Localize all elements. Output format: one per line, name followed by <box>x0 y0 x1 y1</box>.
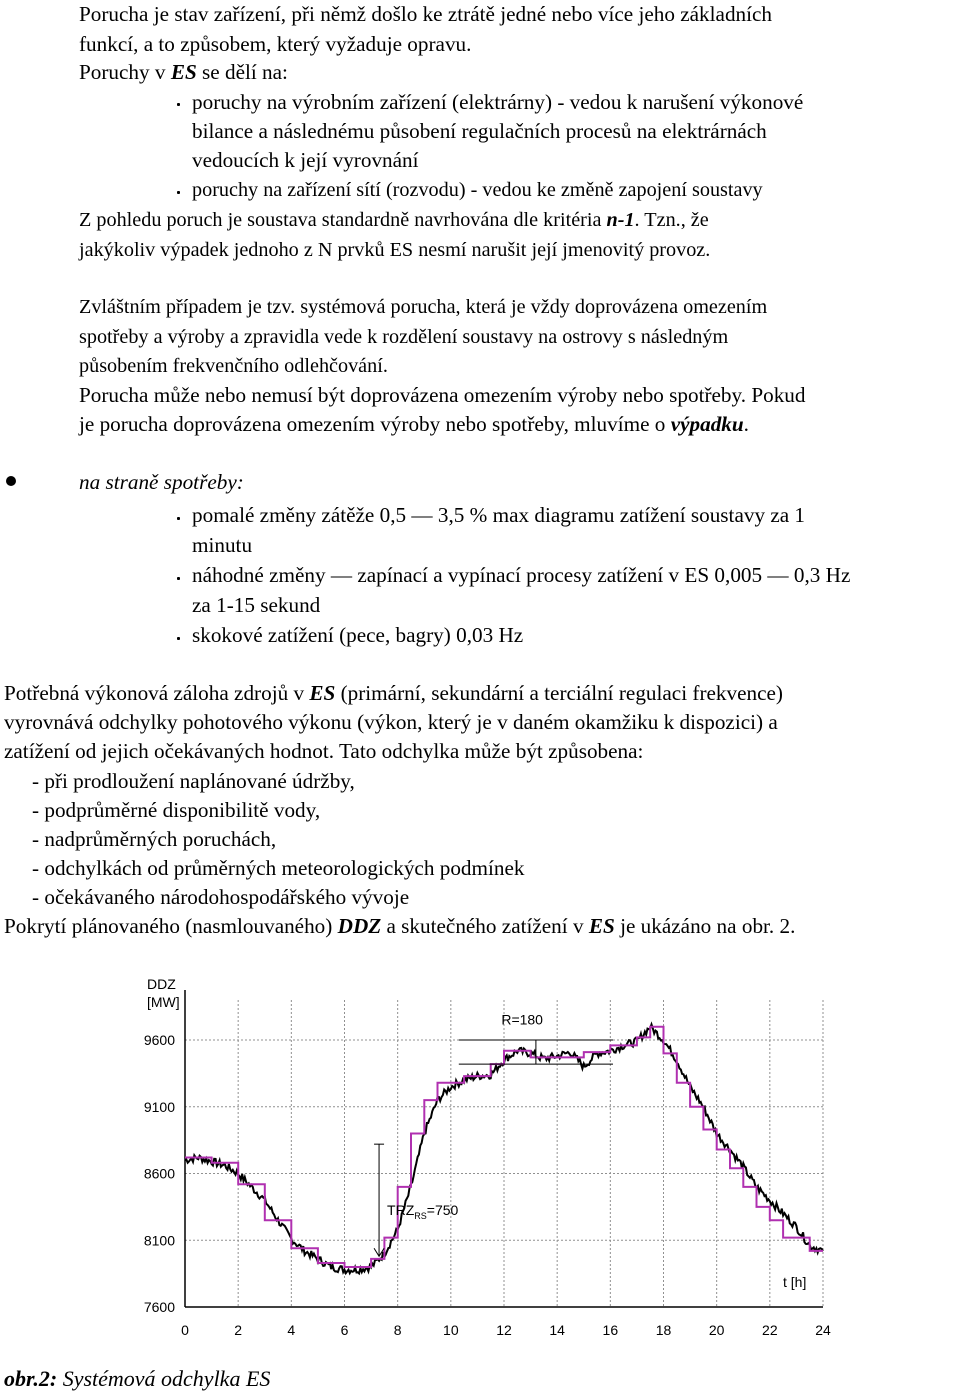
text-line: zatížení od jejich očekávaných hodnot. Tato odchylka může být způsobena: <box>4 739 644 763</box>
x-tick-label: 2 <box>234 1322 243 1338</box>
y-tick-label: 8100 <box>143 1232 175 1249</box>
text-line <box>4 683 783 704</box>
text-fragment: se dělí na: <box>196 60 288 84</box>
text-fragment: a skutečného zatížení v <box>381 914 589 938</box>
caption-text: Systémová odchylka ES <box>57 1366 271 1391</box>
abbr-es: ES <box>170 60 197 84</box>
text-line: spotřeby a výroby a zpravidla vede k rozdělení soustavy na ostrovy s následným <box>79 326 729 348</box>
list-item: náhodné změny — zapínací a vypínací procesy zatížení v ES 0,005 — 0,3 Hz <box>192 563 851 587</box>
criterion-n1: n-1 <box>606 209 635 231</box>
y-tick-label: 9100 <box>143 1098 175 1115</box>
list-item: pomalé změny zátěže 0,5 — 3,5 % max diagramu zatížení soustavy za 1 <box>192 503 806 527</box>
x-tick-label: 22 <box>762 1322 778 1338</box>
abbr-ddz: DDZ <box>337 914 382 938</box>
text-line: Zvláštním případem je tzv. systémová porucha, která je vždy doprovázena omezením <box>79 296 768 318</box>
trz-annotation: $TRZ_{RS}=750$ <box>387 1201 459 1221</box>
y-tick-label: 9600 <box>143 1032 175 1049</box>
dash-item: - odchylkách od průměrných meteorologických podmínek <box>32 856 525 880</box>
text-line: Porucha je stav zařízení, při němž došlo ke ztrátě jedné nebo více jeho základních <box>79 2 773 26</box>
text-line: Porucha může nebo nemusí být doprovázena omezením výroby nebo spotřeby. Pokud <box>79 383 806 407</box>
text-fragment: Poruchy v <box>79 60 171 84</box>
list-item-cont: bilance a následnému působení regulačních procesů na elektrárnách <box>192 119 767 143</box>
text-line: funkcí, a to způsobem, který vyžaduje opravu. <box>79 32 472 56</box>
list-item: poruchy na zařízení sítí (rozvodu) - vedou ke změně zapojení soustavy <box>192 179 763 201</box>
text-fragment: Z pohledu poruch je soustava standardně navrhována dle kritéria <box>79 209 607 231</box>
abbr-es: ES <box>588 914 615 938</box>
dash-item: - nadprůměrných poruchách, <box>32 827 277 851</box>
x-tick-label: 24 <box>815 1322 831 1338</box>
x-tick-label: 20 <box>708 1322 725 1338</box>
x-axis-label: t [h] <box>783 1274 807 1290</box>
text-line: vyrovnává odchylky pohotového výkonu (výkon, který je v daném okamžiku k dispozici) a <box>4 710 778 734</box>
dash-item: - podprůměrné disponibilitě vody, <box>32 798 321 822</box>
text-fragment: je porucha doprovázena omezením výroby nebo spotřeby, mluvíme o <box>79 412 671 436</box>
bullet-dot <box>177 103 180 106</box>
grid <box>185 1000 823 1307</box>
text-fragment: (primární, sekundární a terciální regulaci frekvence) <box>335 681 783 705</box>
text-fragment: Potřebná výkonová záloha zdrojů v <box>4 681 310 705</box>
load-deviation-chart <box>115 965 845 1355</box>
y-axis-label: DDZ <box>147 976 176 992</box>
bullet-dot <box>6 476 16 486</box>
y-axis-unit: [MW] <box>147 994 180 1010</box>
abbr-es: ES <box>309 681 336 705</box>
dash-item: - při prodloužení naplánované údržby, <box>32 769 355 793</box>
figure-caption <box>4 1366 270 1392</box>
text-fragment: Pokrytí plánovaného (nasmlouvaného) <box>4 914 338 938</box>
x-tick-label: 16 <box>602 1322 619 1338</box>
bullet-dot <box>177 191 180 194</box>
text-line <box>4 916 795 937</box>
x-tick-label: 14 <box>549 1322 565 1338</box>
list-item-cont: minutu <box>192 533 253 557</box>
bullet-dot <box>177 517 180 520</box>
x-tick-label: 4 <box>287 1322 296 1338</box>
y-tick-label: 8600 <box>143 1165 175 1182</box>
r-annotation: R=180 <box>501 1011 543 1028</box>
text-line: působením frekvenčního odlehčování. <box>79 355 388 377</box>
text-line: jakýkoliv výpadek jednoho z N prvků ES nesmí narušit její jmenovitý provoz. <box>79 239 711 261</box>
list-item: skokové zatížení (pece, bagry) 0,03 Hz <box>192 623 524 647</box>
list-item-cont: vedoucích k její vyrovnání <box>192 148 419 172</box>
x-tick-label: 10 <box>443 1322 459 1338</box>
annotations <box>374 1012 613 1257</box>
text-line <box>79 62 288 83</box>
x-tick-label: 18 <box>655 1322 672 1338</box>
bullet-dot <box>177 637 180 640</box>
x-tick-label: 0 <box>181 1322 189 1338</box>
dash-item: - očekávaného národohospodářského vývoje <box>32 885 410 909</box>
y-tick-label: 7600 <box>143 1299 175 1315</box>
section-heading: na straně spotřeby: <box>79 470 244 494</box>
text-fragment: . <box>743 412 749 436</box>
term-vypadek: výpadku <box>670 412 744 436</box>
text-fragment: je ukázáno na obr. 2. <box>614 914 796 938</box>
x-tick-label: 12 <box>496 1322 512 1338</box>
text-fragment: . Tzn., že <box>634 209 709 231</box>
x-tick-label: 6 <box>340 1322 349 1338</box>
list-item-cont: za 1-15 sekund <box>192 593 321 617</box>
x-tick-label: 8 <box>393 1322 402 1338</box>
list-item: poruchy na výrobním zařízení (elektrárny) - vedou k narušení výkonové <box>192 90 804 114</box>
text-line <box>79 210 709 230</box>
text-line <box>79 414 749 435</box>
axes <box>144 990 831 1338</box>
caption-prefix: obr.2: <box>4 1366 58 1391</box>
bullet-dot <box>177 577 180 580</box>
